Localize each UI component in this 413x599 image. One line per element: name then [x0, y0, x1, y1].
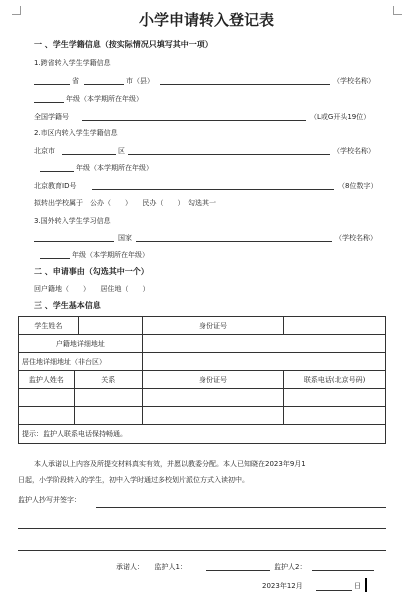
- guardian-id-header: 身份证号: [142, 371, 284, 389]
- guardian-row-2: [19, 407, 386, 425]
- school-name-field-3[interactable]: [136, 241, 332, 242]
- student-name-label: 学生姓名: [19, 317, 79, 335]
- phone-tip: 提示：监护人联系电话保持畅通。: [19, 425, 386, 444]
- national-id-note: （L或G开头19位）: [310, 113, 371, 121]
- reason-options[interactable]: 回户籍地（ ） 居住地（ ）: [34, 285, 150, 293]
- guardian-2-phone-cell[interactable]: [284, 407, 386, 425]
- date-day-field[interactable]: [316, 590, 352, 591]
- national-id-field[interactable]: [82, 120, 306, 121]
- registered-address-label: 户籍地详细地址: [19, 335, 143, 353]
- city-field[interactable]: [84, 84, 124, 85]
- pledge-line-1: 本人承诺以上内容及所提交材料真实有效，并愿以教委分配。本人已知晓在2023年9月1: [34, 460, 306, 468]
- district-field[interactable]: [62, 154, 116, 155]
- guardian-row-1: [19, 389, 386, 407]
- guardian-name-header: 监护人姓名: [19, 371, 75, 389]
- section-1-heading: 一 、学生学籍信息（按实际情况只填写其中一项）: [34, 40, 213, 49]
- student-id-cell[interactable]: [284, 317, 386, 335]
- beijing-label: 北京市: [34, 147, 55, 155]
- guardian-phone-header: 联系电话(北京号码): [284, 371, 386, 389]
- text-cursor: [365, 578, 367, 592]
- section-3-heading: 三 、学生基本信息: [34, 301, 101, 310]
- signer-label: 承诺人： 监护人1：: [116, 563, 187, 571]
- guardian-1-relation-cell[interactable]: [74, 389, 142, 407]
- beijing-id-label: 北京教育ID号: [34, 182, 77, 190]
- guardian-2-name-cell[interactable]: [19, 407, 75, 425]
- school-name-label-1: （学校名称）: [333, 77, 375, 85]
- school-name-label-3: （学校名称）: [335, 234, 377, 242]
- copy-sign-label: 监护人抄写并签字：: [18, 496, 81, 504]
- beijing-id-note: （8位数字）: [338, 182, 378, 190]
- grade-field-3[interactable]: [40, 258, 70, 259]
- student-name-cell[interactable]: [78, 317, 142, 335]
- school-name-label-2: （学校名称）: [333, 147, 375, 155]
- grade-field-2[interactable]: [40, 171, 74, 172]
- province-label: 省: [72, 77, 79, 85]
- province-field[interactable]: [34, 84, 70, 85]
- form-title: 小学申请转入登记表: [138, 11, 274, 29]
- city-label: 市（县）: [126, 77, 154, 85]
- guardian-1-name-cell[interactable]: [19, 389, 75, 407]
- guardian-2-id-cell[interactable]: [142, 407, 284, 425]
- country-field[interactable]: [34, 241, 114, 242]
- grade-label-3: 年级（本学期所在年级）: [72, 251, 149, 259]
- guardian-1-signature[interactable]: [206, 570, 270, 571]
- district-label: 区: [118, 147, 125, 155]
- residence-address-cell[interactable]: [142, 353, 385, 371]
- date-label: 2023年12月: [262, 582, 303, 590]
- guardian-2-relation-cell[interactable]: [74, 407, 142, 425]
- country-label: 国家: [118, 234, 132, 242]
- info-3-label: 3.国外转入学生学习信息: [34, 217, 111, 225]
- copy-line-3[interactable]: [18, 550, 386, 551]
- school-type-choice[interactable]: 拟转出学校属于 公办（ ） 民办（ ） 勾选其一: [34, 199, 216, 207]
- guardian-2-signature[interactable]: [312, 570, 374, 571]
- registered-address-cell[interactable]: [142, 335, 385, 353]
- beijing-id-field[interactable]: [92, 189, 334, 190]
- school-name-field-2[interactable]: [128, 154, 330, 155]
- student-id-label: 身份证号: [142, 317, 284, 335]
- date-day-label: 日: [354, 582, 361, 590]
- grade-field-1[interactable]: [34, 102, 64, 103]
- info-2-label: 2.市区内转入学生学籍信息: [34, 129, 118, 137]
- residence-address-label: 居住地详细地址（非台区）: [19, 353, 143, 371]
- grade-label-1: 年级（本学期所在年级）: [66, 95, 143, 103]
- info-1-label: 1.跨省转入学生学籍信息: [34, 59, 111, 67]
- guardian-2-label: 监护人2：: [274, 563, 307, 571]
- grade-label-2: 年级（本学期所在年级）: [76, 164, 153, 172]
- guardian-relation-header: 关系: [74, 371, 142, 389]
- guardian-1-phone-cell[interactable]: [284, 389, 386, 407]
- copy-line-1[interactable]: [96, 507, 386, 508]
- copy-line-2[interactable]: [18, 528, 386, 529]
- pledge-line-2: 日起，小学阶段转入的学生，初中入学时通过多校划片派位方式入读初中。: [18, 476, 249, 484]
- student-info-table: [18, 316, 386, 444]
- guardian-1-id-cell[interactable]: [142, 389, 284, 407]
- school-name-field-1[interactable]: [160, 84, 330, 85]
- national-id-label: 全国学籍号: [34, 113, 69, 121]
- section-2-heading: 二 、申请事由（勾选其中一个）: [34, 267, 149, 276]
